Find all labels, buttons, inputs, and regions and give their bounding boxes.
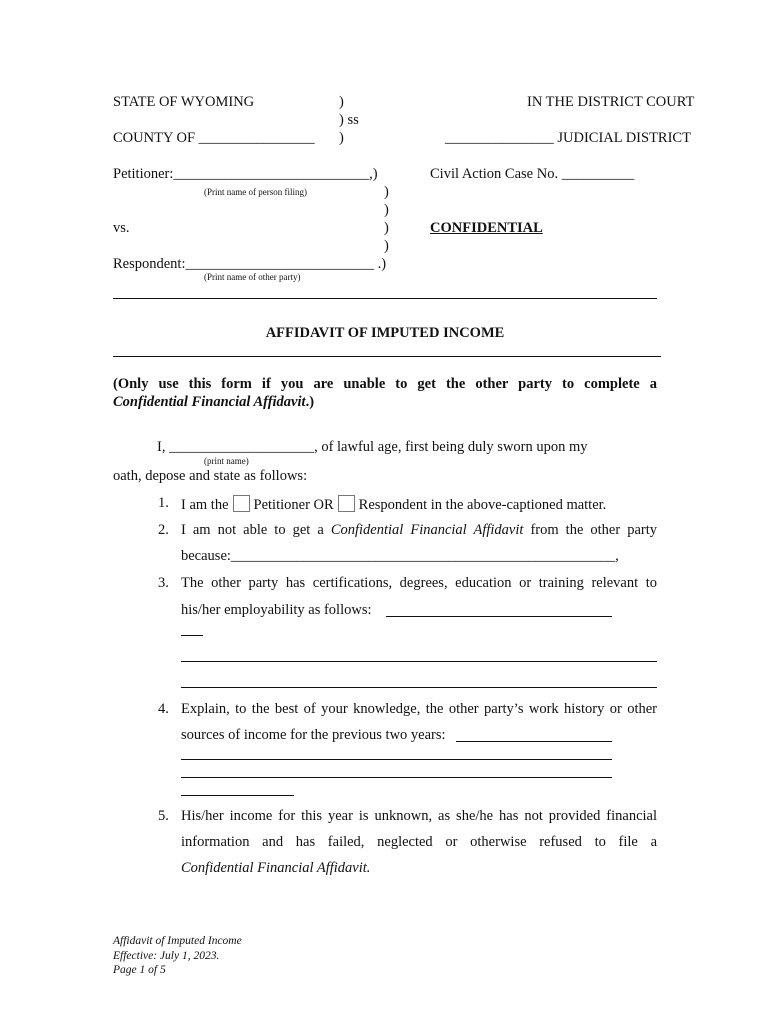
judicial-district-field[interactable]: _______________ JUDICIAL DISTRICT: [445, 130, 691, 146]
item-2-italic: Confidential Financial Affidavit: [330, 522, 524, 538]
item-number: 3.: [158, 575, 169, 591]
item-5-text-3: Confidential Financial Affidavit.: [181, 860, 371, 876]
employability-field[interactable]: [181, 661, 657, 662]
item-4-text: Explain, to the best of your knowledge, the other party’s work history or other: [181, 701, 657, 717]
respondent-note: (Print name of other party): [204, 272, 301, 282]
footer-effective-date: Effective: July 1, 2023.: [113, 949, 220, 962]
divider: [113, 356, 661, 357]
caption-paren: ): [339, 94, 344, 110]
item-3-text-2: his/her employability as follows:: [181, 602, 372, 618]
item-number: 5.: [158, 808, 169, 824]
instruction-line: (Only use this form if you are unable to get the other party to complete a: [113, 376, 657, 392]
document-title: AFFIDAVIT OF IMPUTED INCOME: [265, 325, 505, 341]
instruction-italic: Confidential Financial Affidavit: [113, 394, 306, 410]
item-1-lead: I am the: [181, 497, 229, 513]
footer: [113, 934, 242, 978]
reason-field[interactable]: because:_____________________________________________________,: [181, 548, 619, 564]
item-number: 4.: [158, 701, 169, 717]
respondent-checkbox[interactable]: [338, 495, 355, 512]
caption-paren: ): [384, 220, 389, 236]
item-number: 2.: [158, 522, 169, 538]
footer-page-number: Page 1 of 5: [113, 964, 166, 976]
court-label: IN THE DISTRICT COURT: [527, 94, 695, 110]
caption-paren: ): [384, 238, 389, 254]
work-history-field[interactable]: [181, 795, 294, 796]
footer-title: Affidavit of Imputed Income: [113, 935, 242, 947]
employability-field[interactable]: [181, 635, 203, 636]
caption-paren: ): [384, 202, 389, 218]
work-history-field[interactable]: [456, 741, 612, 742]
petitioner-option-label: Petitioner OR: [253, 497, 334, 513]
item-2-text: from the other party: [530, 522, 658, 538]
item-5-text-2: information and has failed, neglected or otherwise refused to file a: [181, 834, 657, 850]
item-number: 1.: [158, 495, 169, 511]
instruction-line-2: [113, 394, 314, 411]
petitioner-note: (Print name of person filing): [204, 187, 307, 197]
petitioner-field[interactable]: Petitioner:___________________________,): [113, 166, 378, 182]
employability-field[interactable]: [181, 687, 657, 688]
print-name-note: (print name): [204, 456, 249, 466]
respondent-option-label: Respondent in the above-captioned matter.: [358, 497, 607, 513]
affiant-name-field[interactable]: I, ____________________, of lawful age, first being duly sworn upon my: [157, 439, 588, 455]
respondent-field[interactable]: Respondent:__________________________ .): [113, 256, 387, 272]
item-5-text: His/her income for this year is unknown, as she/he has not provided financial: [181, 808, 657, 824]
work-history-field[interactable]: [181, 777, 612, 778]
instruction-end: .): [305, 394, 315, 410]
case-number-field[interactable]: Civil Action Case No. __________: [430, 166, 635, 182]
intro-line: oath, depose and state as follows:: [113, 468, 308, 484]
petitioner-checkbox[interactable]: [233, 495, 250, 512]
item-4-text-2: sources of income for the previous two years:: [181, 727, 446, 743]
ss-label: ) ss: [339, 112, 359, 128]
divider: [113, 298, 657, 299]
county-field[interactable]: COUNTY OF ________________: [113, 130, 315, 146]
caption-paren: ): [384, 184, 389, 200]
item-3-text: The other party has certifications, degrees, education or training relevant to: [181, 575, 657, 591]
state-label: STATE OF WYOMING: [113, 94, 255, 110]
item-2-text: I am not able to get a: [181, 522, 324, 538]
work-history-field[interactable]: [181, 759, 612, 760]
employability-field[interactable]: [386, 616, 612, 617]
vs-label: vs.: [113, 220, 130, 236]
item-1-text: [181, 495, 606, 514]
confidential-label: CONFIDENTIAL: [430, 220, 543, 236]
caption-paren: ): [339, 130, 344, 146]
item-2-line: [181, 522, 657, 539]
